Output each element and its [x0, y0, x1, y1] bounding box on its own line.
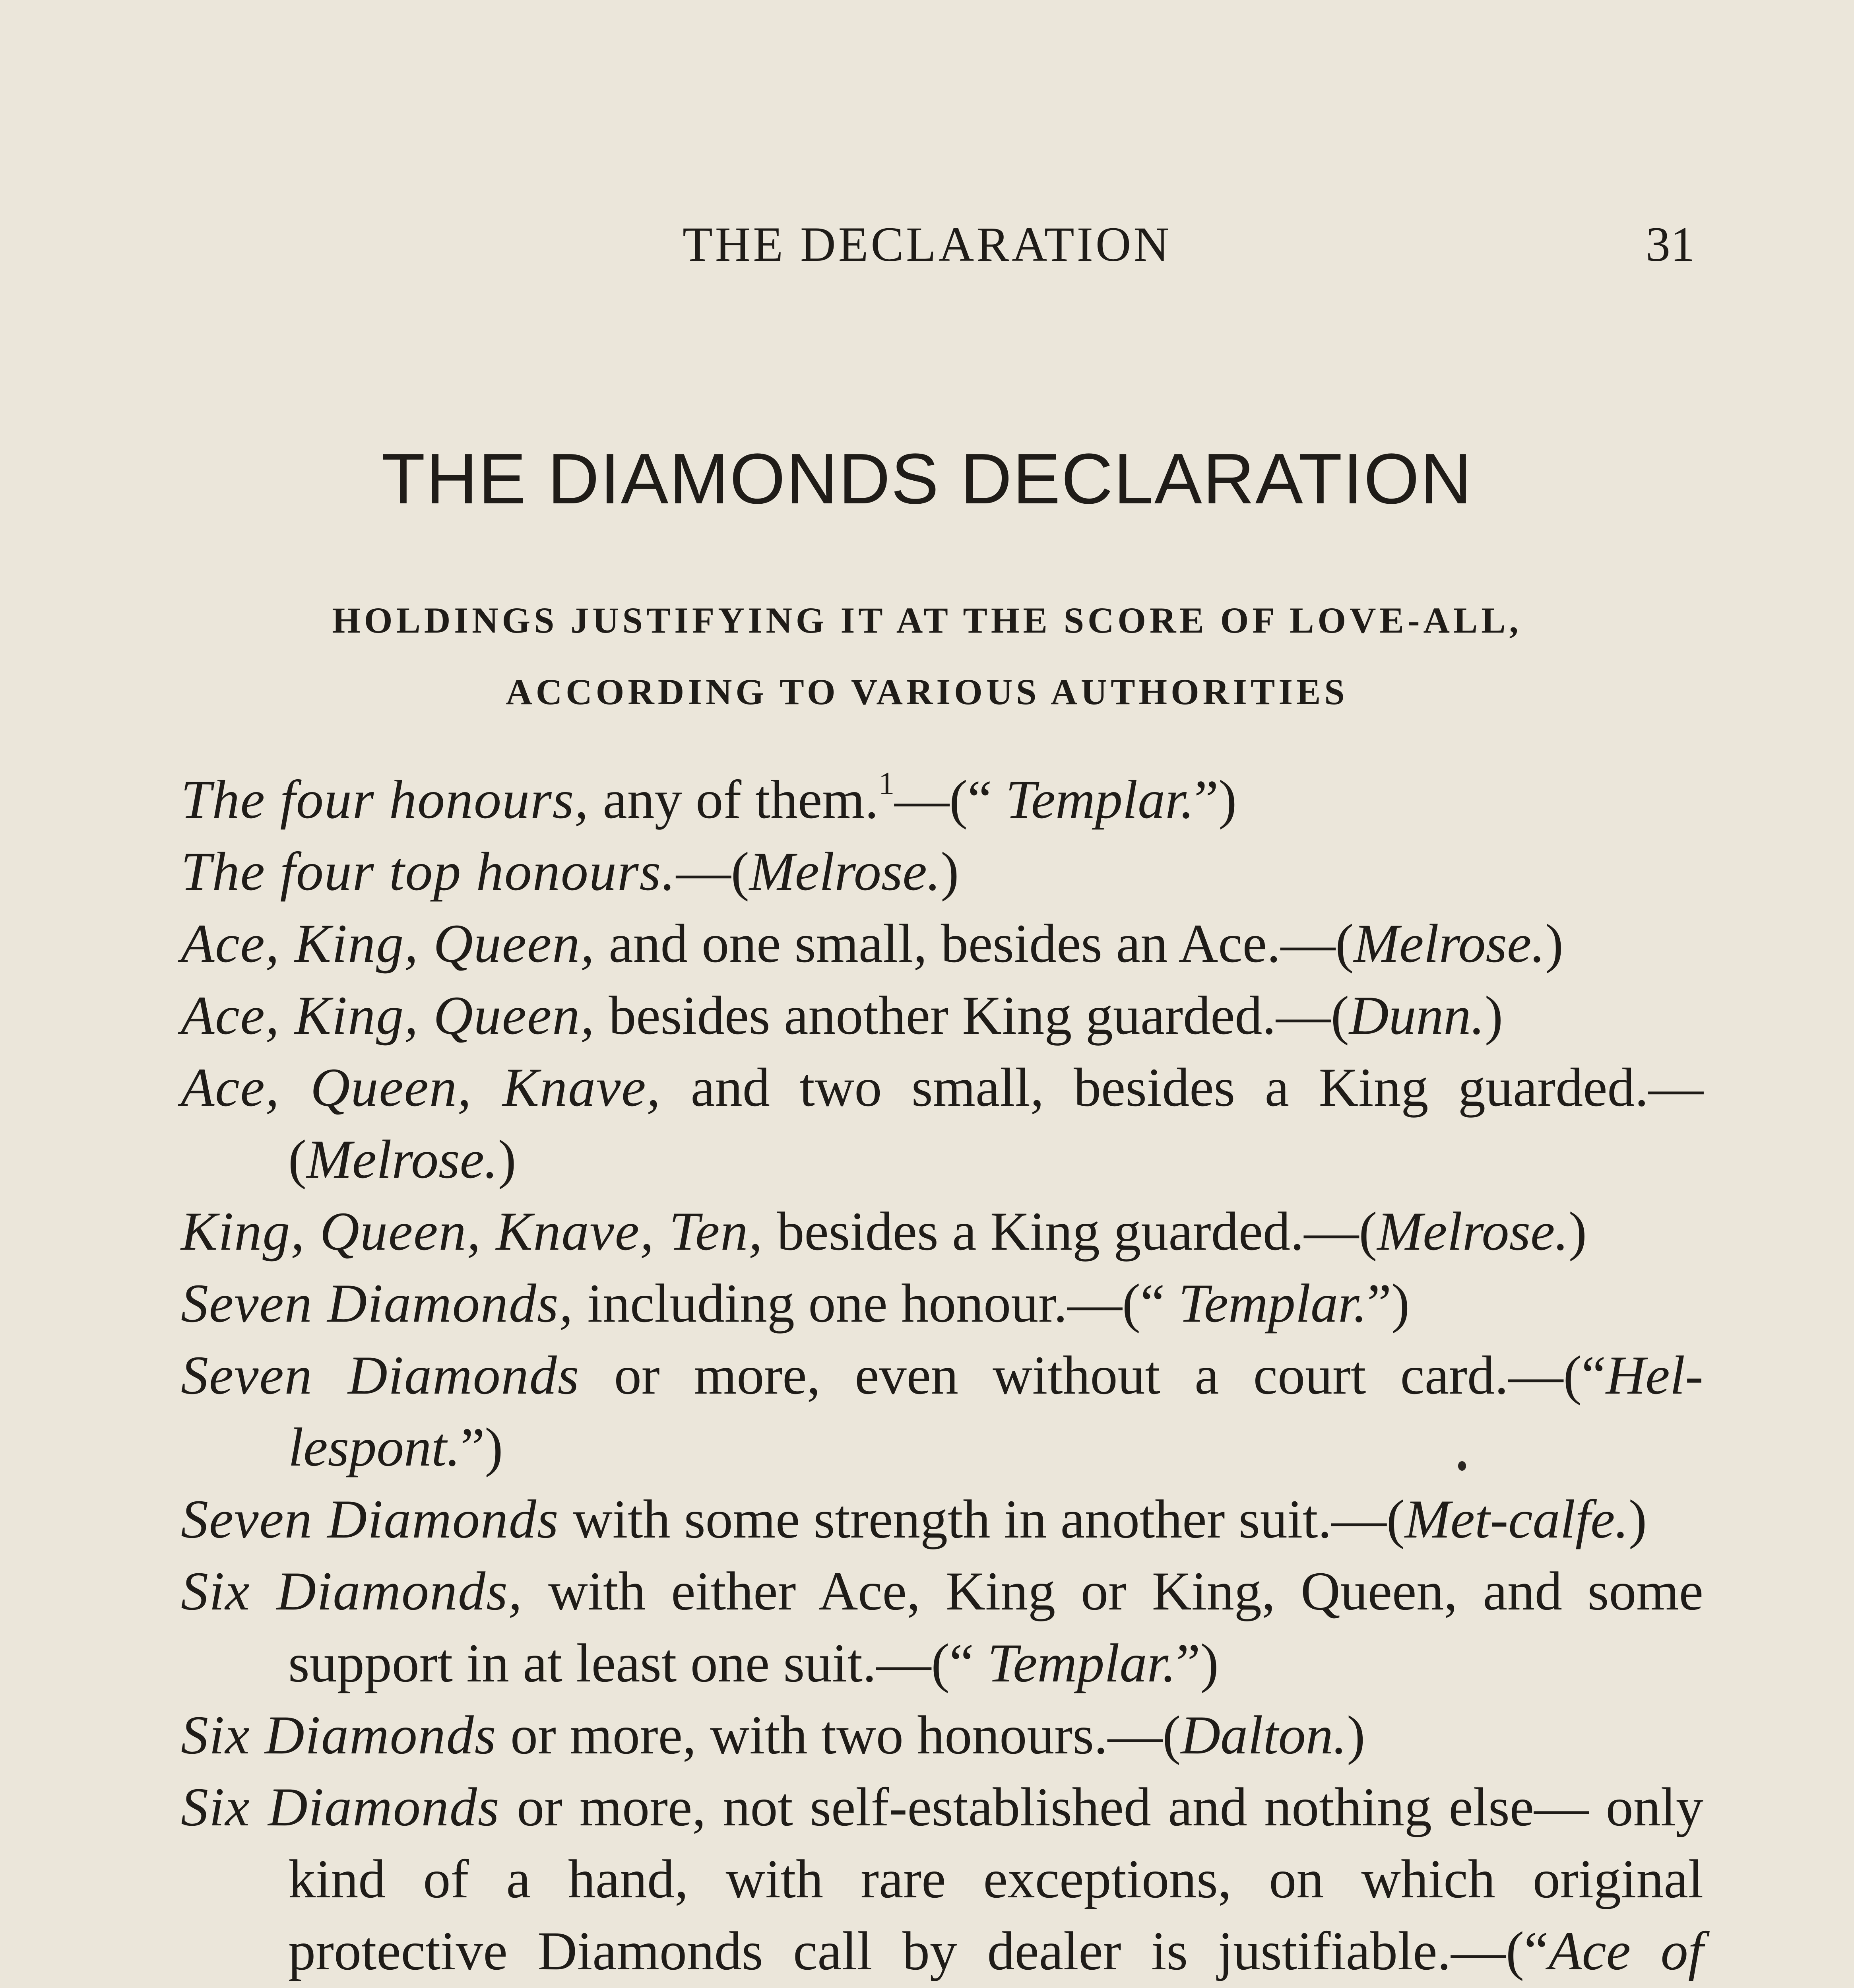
holding-entry	[181, 979, 1703, 1051]
holding-subject: Ace, Queen, Knave,	[181, 1057, 661, 1118]
holding-subject: Six Diamonds	[181, 1705, 497, 1765]
holding-subject: Seven Diamonds	[181, 1489, 559, 1549]
authority-name: Dalton.	[1181, 1705, 1347, 1765]
holding-text: —(	[676, 841, 749, 902]
holding-entry	[181, 907, 1703, 979]
holding-subject: King, Queen, Knave, Ten,	[181, 1201, 763, 1262]
holding-subject: The four honours,	[181, 769, 589, 830]
holding-text: or more, not self-established and nothing else— only kind of a hand, with rare exceptions, on which original protective Diamonds call by dealer is justifiable.—(“	[288, 1776, 1703, 1981]
holding-entry	[181, 1555, 1703, 1699]
holding-closing: ”)	[1194, 769, 1237, 830]
holding-text: any of them.	[589, 769, 879, 830]
holding-closing: )	[498, 1129, 516, 1190]
holding-text: and two small, besides a King guarded.— (	[288, 1057, 1703, 1190]
holding-closing: ”)	[460, 1417, 503, 1477]
holding-text: besides a King guarded.—(	[763, 1201, 1377, 1262]
holding-subject: Ace, King, Queen,	[181, 913, 595, 974]
holding-closing: )	[1347, 1705, 1365, 1765]
holding-subject: Ace, King, Queen,	[181, 985, 595, 1046]
subtitle-line-2: ACCORDING TO VARIOUS AUTHORITIES	[506, 672, 1348, 712]
holding-text: with some strength in another suit.—(	[559, 1489, 1405, 1549]
authority-name: Ace of	[1548, 1920, 1704, 1981]
holding-entry	[181, 1483, 1703, 1555]
section-subtitle	[0, 584, 1854, 728]
holding-text: and one small, besides an Ace.—(	[595, 913, 1354, 974]
holding-entry	[181, 1771, 1703, 1988]
holding-closing: )	[1629, 1489, 1647, 1549]
holding-closing: )	[1485, 985, 1503, 1046]
holding-subject: Six Diamonds	[181, 1776, 500, 1837]
holding-text: with either Ace, King or King, Queen, and some support in at least one suit.—(“	[288, 1561, 1703, 1693]
subtitle-line-1: HOLDINGS JUSTIFYING IT AT THE SCORE OF LOVE-ALL,	[332, 600, 1522, 641]
holding-subject: The four top honours.	[181, 841, 676, 902]
holding-subject: Six Diamonds,	[181, 1561, 523, 1621]
authority-name: Melrose.	[1377, 1201, 1569, 1262]
authority-name: Dunn.	[1349, 985, 1485, 1046]
authority-name: Templar.	[1178, 1273, 1367, 1334]
authority-name: Hel-lespont.	[288, 1345, 1703, 1477]
footnote-reference: 1	[879, 766, 895, 801]
authority-name: Met-calfe.	[1404, 1489, 1629, 1549]
holding-closing: ”)	[1367, 1273, 1410, 1334]
holding-closing: ”)	[1176, 1633, 1219, 1693]
holding-text: or more, with two honours.—(	[496, 1705, 1181, 1765]
authority-name: Templar.	[987, 1633, 1176, 1693]
holding-entry	[181, 1051, 1703, 1195]
holding-entry	[181, 1699, 1703, 1771]
holding-subject: Seven Diamonds,	[181, 1273, 574, 1334]
holding-entry	[181, 1267, 1703, 1339]
authority-name: Melrose.	[749, 841, 941, 902]
holding-text: or more, even without a court card.—(“	[580, 1345, 1606, 1406]
holding-entry	[181, 1339, 1703, 1483]
page-number: 31	[1646, 217, 1695, 272]
running-head	[0, 217, 1854, 272]
authority-name: Templar.	[1005, 769, 1195, 830]
holding-closing: )	[941, 841, 959, 902]
section-title: THE DIAMONDS DECLARATION	[381, 439, 1473, 519]
holding-subject: Seven Diamonds	[181, 1345, 580, 1406]
holdings-list	[181, 763, 1703, 1988]
running-head-title: THE DECLARATION	[683, 217, 1171, 272]
holding-closing: )	[1568, 1201, 1587, 1262]
authority-name: Melrose.	[1354, 913, 1545, 974]
holding-text: besides another King guarded.—(	[595, 985, 1349, 1046]
holding-entry	[181, 835, 1703, 907]
authority-name: Melrose.	[306, 1129, 498, 1190]
holding-text: including one honour.—(“	[574, 1273, 1179, 1334]
holding-closing: )	[1545, 913, 1563, 974]
holding-text-continued: —(“	[894, 769, 1006, 830]
holding-entry	[181, 1195, 1703, 1267]
holding-entry	[181, 763, 1703, 835]
ink-speck	[1458, 1461, 1466, 1471]
